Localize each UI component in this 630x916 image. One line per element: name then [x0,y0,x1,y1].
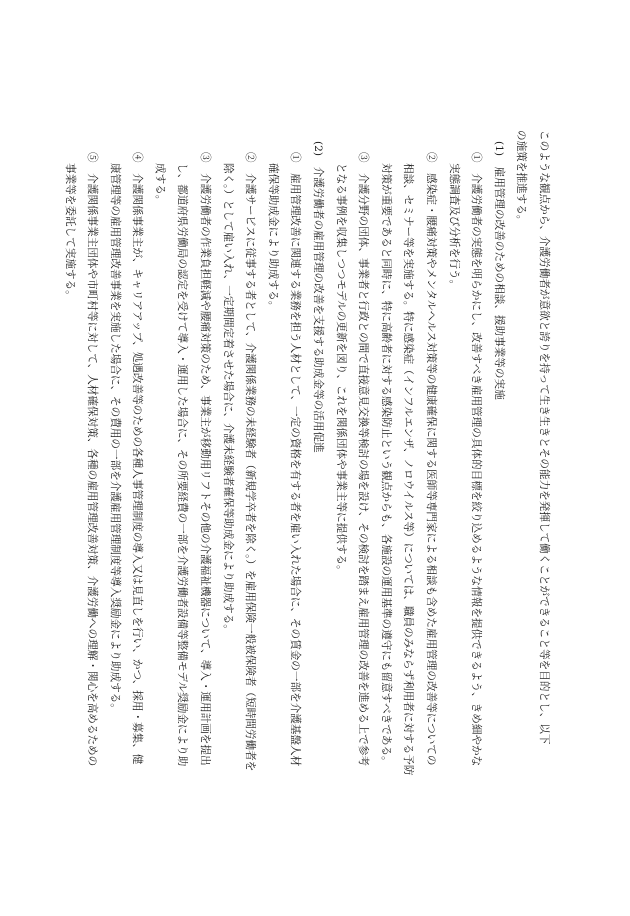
section-2-item-3-line: ③ 介護労働者の作業負担軽減や腰痛対策のため、事業主が移動用リフトその他の介護福祉機器について、導入・運用計画を提出 [199,152,212,766]
section-1-item-2-line: 対策が重要であると同時に、特に高齢者に対する感染防止という観点からも、各施設の運用基準の遵守にも留意すべきである。 [379,163,392,767]
section-1-item-3-line: となる事例を収集しつつモデルの更新を図り、これを関係団体や事業主等に提供する。 [334,163,347,576]
section-2-item-4-line: ④ 介護関係事業主が、キャリアアップ、処遇改善等のための各種人事管理制度の導入又は見直しを行い、かつ、採用・募集、健 [131,152,144,765]
section-1-item-3-line: ③ 介護分野の団体、事業者と行政との間で直接意見交換等検討の場を設け、その検討を踏まえ雇用管理の改善を進める上で参考 [357,152,370,767]
section-2-heading: (2) 介護労働者の雇用管理の改善を支援する助成金等の活用促進 [312,141,325,453]
section-2-item-5-line: ⑤ 介護関係事業主団体や市町村等に対して、人材確保対策、各種の雇用管理改善対策、介護労働への理解・関心を高めるための [86,152,99,767]
section-2-item-3-line: し、都道府県労働局の認定を受けて導入・運用した場合に、その所要経費の一部を介護労働者設備等整備モデル奨励金により助 [176,163,189,767]
section-1-item-1-line: 実態調査及び分析を行う。 [447,163,460,291]
section-2-item-2-line: 除く。）として雇い入れ、一定期間定着させた場合に、介護未経験者確保等助成金により助成する。 [221,163,234,635]
section-2-item-2-line: ② 介護サービスに従事する者として、介護関係業務の未経験者（新規学卒者を除く。）を雇用保険一般被保険者（短時間労働者を [244,152,257,772]
section-2-item-3-line: 成する。 [153,163,166,206]
section-1-item-2-line: 相談、セミナー等を実施する。特に感染症（インフルエンザ、ノロウイルス等）については、職員のみならず利用者に対する予防 [402,163,415,776]
section-2-item-4-line: 康管理等の雇用管理改善事業を実施した場合に、その費用の一部を介護雇用管理制度等導入奨励金により助成する。 [108,163,121,714]
section-1-item-2-line: ② 感染症・腰痛対策やメンタルヘルス対策等の健康確保に関する医師等専門家による相談も含めた雇用管理の改善等についての [425,152,438,766]
section-1-item-1-line: ① 介護労働者の実態を明らかにし、改善すべき雇用管理の具体的目標を絞り込めるような情報を提供できるよう、きめ細やかな [470,152,483,767]
intro-line: の施策を推進する。 [515,130,528,226]
section-2-item-5-line: 事業等を委託して実施する。 [63,163,76,301]
intro-line: このような観点から、介護労働者が意欲と誇りを持って生き生きとその能力を発揮して働くことができること等を目的とし、以下 [538,130,550,745]
section-1-heading: (1) 雇用管理の改善のための相談、援助事業等の実施 [492,141,505,400]
section-2-item-1-line: 確保等助成金により助成する。 [266,163,279,312]
section-2-item-1-line: ① 雇用管理改善に関連する業務を担う人材として、一定の資格を有する者を雇い入れた場合に、その賃金の一部を介護基盤人材 [289,152,302,767]
rotated-document-text [63,130,555,890]
